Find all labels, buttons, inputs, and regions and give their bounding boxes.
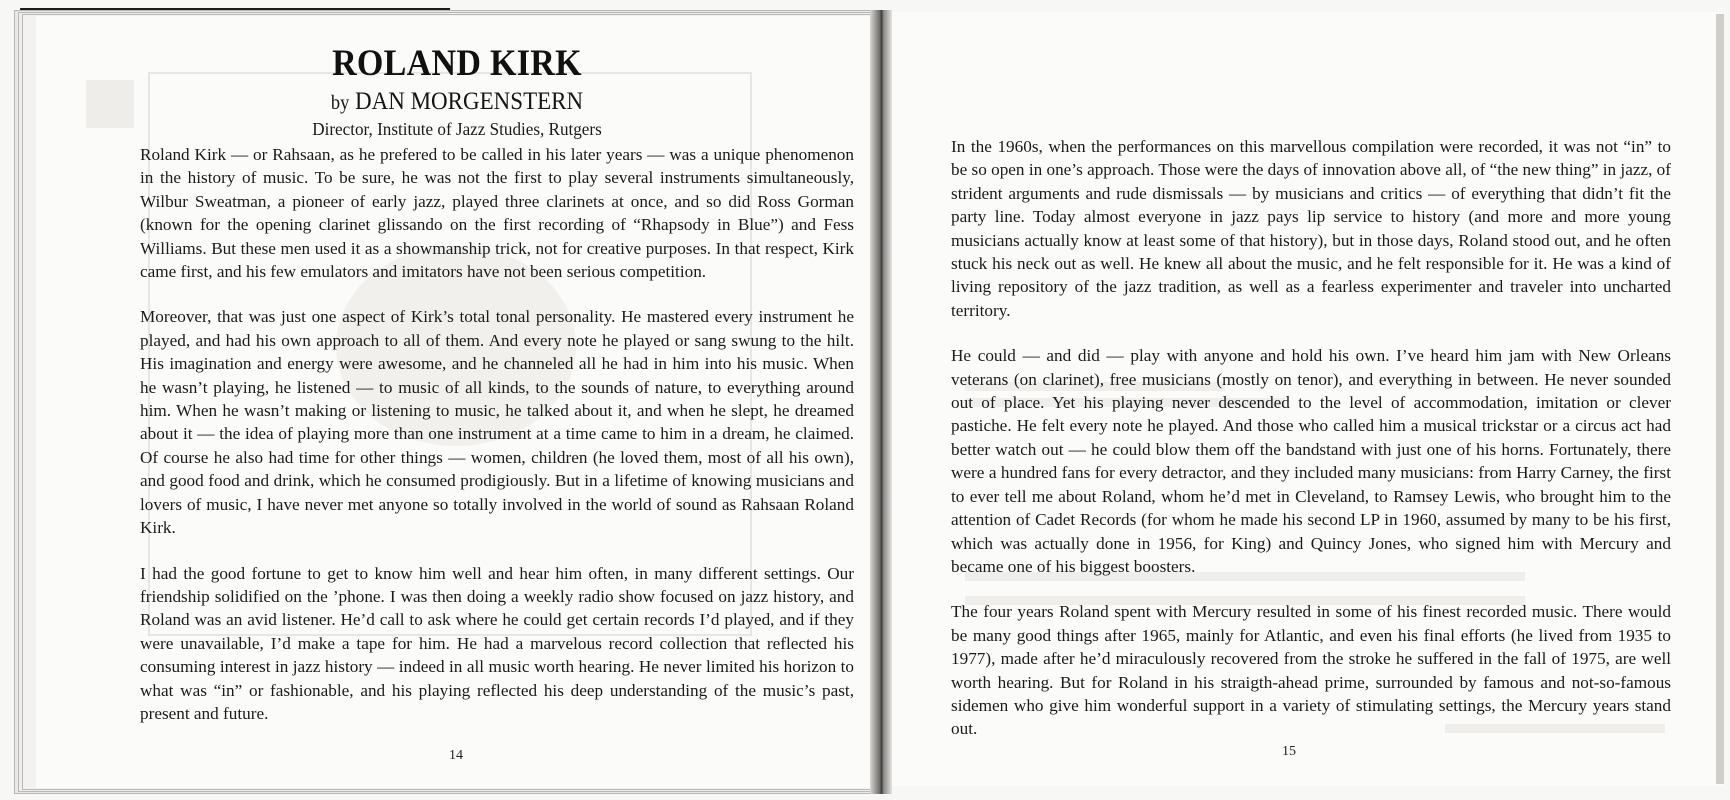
right-body-text	[951, 135, 1671, 763]
paragraph: He could — and did — play with anyone and hold his own. I’ve heard him jam with New Orleans veterans (on clarinet), free musicians (mostly on tenor), and everything in between. He never sounded out of place. Yet his playing never descended to the level of accommodation, imitation or clever pastiche. He felt every note he played. And those who called him a musical trickstar or a circus act had better watch out — he could blow them off the bandstand with just one of his horns. Fortunately, there were a hundred fans for every detractor, and they included many musicians: from Harry Carney, the first to ever tell me about Roland, whom he’d met in Cleveland, to Ramsey Lewis, who brought him to the attention of Cadet Records (for whom he made his second LP in 1960, assumed by many to be his first, which was actually done in 1956, for King) and Quincy Jones, who signed him with Mercury and became one of his biggest boosters.	[951, 346, 1671, 576]
right-page	[884, 12, 1723, 786]
article-byline	[70, 88, 845, 116]
byline-prefix: by	[330, 92, 350, 114]
paragraph: Moreover, that was just one aspect of Kirk’s total tonal personality. He mastered every instrument he played, and had his own approach to all of them. And every note he played or sang swung to the hilt. His imagination and energy were awesome, and he channeled all he had in him into his music. When he wasn’t playing, he listened — to music of all kinds, to the sounds of nature, to everything around him. When he wasn’t making or listening to music, he talked about it, and when he slept, he dreamed about it — the idea of playing more than one instrument at a time came to him in a dream, he claimed. Of course he also had time for other things — women, children (he loved them, most of all his own), and good food and drink, which he consumed prodigiously. But in a lifetime of knowing musicians and lovers of music, I have never met anyone so totally involved in the world of sound as Rahsaan Roland Kirk.	[140, 307, 854, 538]
paragraph: Roland Kirk — or Rahsaan, as he prefered to be called in his later years — was a unique phenomenon in the history of music. To be sure, he was not the first to play several instruments simultaneously, Wilbur Sweatman, a pioneer of early jazz, played three clarinets at once, and so did Ross Gorman (known for the opening clarinet glissando on the first recording of “Rhapsody in Blue”) and Fess Williams. But these men used it as a showmanship trick, not for creative purposes. In that respect, Kirk came first, and his few emulators and imitators have not been serious competition.	[140, 145, 854, 282]
paragraph: In the 1960s, when the performances on this marvellous compilation were recorded, it was not “in” to be so open in one’s approach. Those were the days of innovation above all, of “the new thing” in jazz, of strident arguments and rude dismissals — by musicians and critics — of everything that didn’t fit the party line. Today almost everyone in jazz pays lip service to history (and more and more young musicians actually know at least some of that history), but in those days, Roland stood out, and he often stuck his neck out as well. He knew all about the music, and he felt responsible for it. He was a kind of living repository of the jazz tradition, as well as a fearless experimenter and traveler into uncharted territory.	[951, 137, 1671, 320]
author-role: Director, Institute of Jazz Studies, Rutgers	[312, 119, 602, 139]
article-title: ROLAND KIRK	[332, 43, 582, 84]
page-edge	[1716, 14, 1724, 784]
page-number: 14	[449, 748, 463, 763]
left-page	[36, 16, 879, 788]
page-number: 15	[1282, 744, 1296, 759]
binding-gutter	[870, 10, 892, 794]
paragraph: The four years Roland spent with Mercury resulted in some of his finest recorded music. There would be many good things after 1965, mainly for Atlantic, and even his final efforts (he lived from 1935 to 1977), made after he’d miraculously recovered from the stroke he suffered in the fall of 1975, are well worth hearing. But for Roland in his straigth-ahead prime, surrounded by famous and not-so-famous sidemen who give him wonderful support in a variety of stimulating settings, the Mercury years stand out.	[951, 602, 1671, 739]
author-name: DAN MORGENSTERN	[355, 88, 584, 115]
left-body-text	[140, 143, 854, 747]
paragraph: I had the good fortune to get to know him well and hear him often, in many different settings. Our friendship solidified on the ’phone. I was then doing a weekly radio show focused on jazz history, and Roland was an avid listener. He’d call to ask where he could get certain records I’d played, and if they were unavailable, I’d make a tape for him. He had a marvelous record collection that reflected his consuming interest in jazz history — indeed in all music worth hearing. He never limited his horizon to what was “in” or fashionable, and his playing reflected his deep understanding of the music’s past, present and future.	[140, 563, 854, 723]
